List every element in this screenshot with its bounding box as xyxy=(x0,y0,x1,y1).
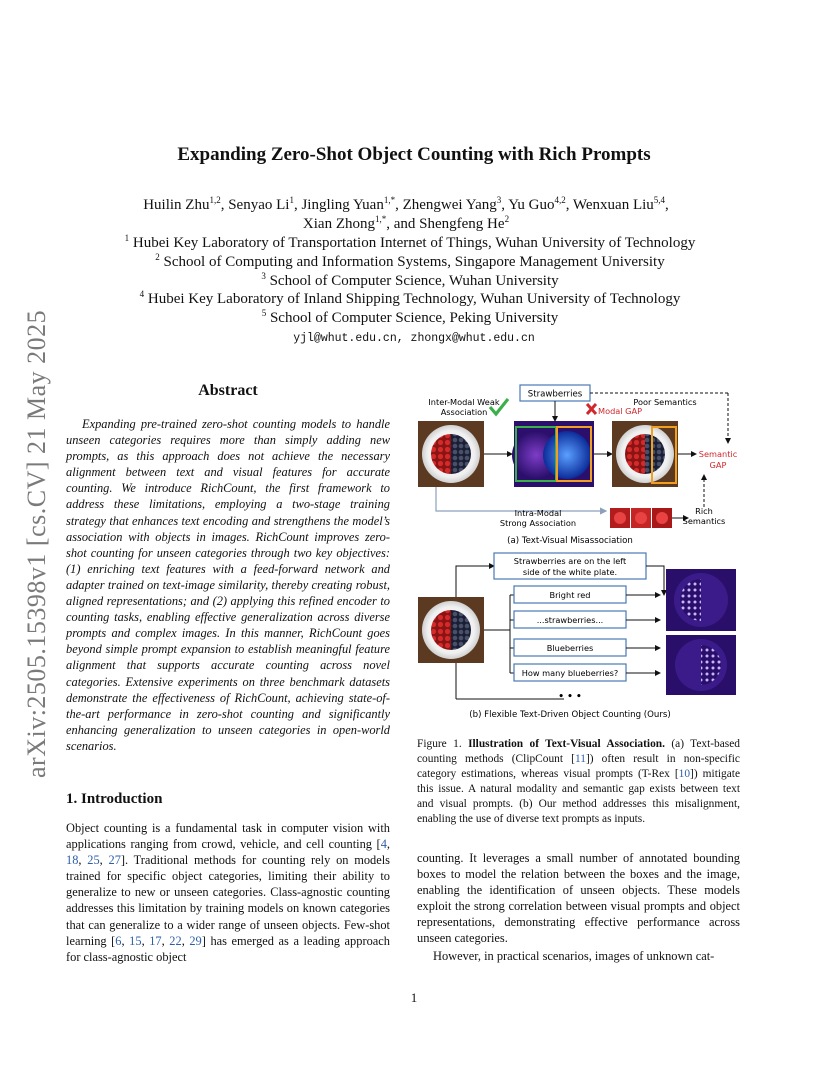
prompt-box-1 xyxy=(494,553,646,579)
introduction-heading: 1. Introduction xyxy=(66,791,163,807)
prompt-box-5 xyxy=(514,664,626,681)
citation-link[interactable]: 22 xyxy=(169,933,182,948)
abstract-heading: Abstract xyxy=(198,382,258,399)
citation-link[interactable]: 6 xyxy=(115,933,122,948)
arrow xyxy=(456,566,494,597)
intra-modal-label-2: Strong Association xyxy=(499,518,577,528)
right-column-paragraph-1: counting. It leverages a small number of annotated bounding boxes to model the relation between the boxes and the image, enabling the identification of unseen objects. These models exploit the strong correlation between visual prompts and object representations, demonstrating effective performance across unseen categories. xyxy=(417,851,740,946)
poor-semantics-label: Poor Semantics xyxy=(633,397,697,407)
cross-icon xyxy=(587,404,596,414)
ellipsis-dots: • • • xyxy=(558,692,582,702)
strawberry-crops-image xyxy=(610,508,672,528)
svg-text:Blueberries: Blueberries xyxy=(546,643,594,653)
affiliation-2: $^2$ School of Computing and Information Systems, Singapore Management University xyxy=(155,252,665,270)
rich-semantics-label-2: Semantics xyxy=(682,516,726,526)
author-list xyxy=(96,196,716,234)
citation-link[interactable]: 15 xyxy=(129,933,142,948)
density-map-image xyxy=(512,421,594,487)
affiliation-1: $^1$ Hubei Key Laboratory of Transportation Internet of Things, Wuhan University of Technology xyxy=(124,233,696,251)
introduction-paragraph: Object counting is a fundamental task in computer vision with applications ranging from crowd, vehicle, and cell counting [4, 18, 25, 27]. Traditional methods for counting rely on models trained for specific object categories, limiting their ability to generalize to new or unseen categories. Class-agnostic counting addresses this limitation by training models on known categories that can generalize to a wider range of unseen objects. Few-shot learning [6, 15, 17, 22, 29] has emerged as a leading approach for class-agnostic object xyxy=(66,821,391,964)
prompt-box-2 xyxy=(514,586,626,603)
citation-link[interactable]: 17 xyxy=(149,933,162,948)
arxiv-identifier: arXiv:2505.15398v1 [cs.CV] 21 May 2025 xyxy=(22,309,51,778)
prompt-box-3 xyxy=(514,611,626,628)
affiliation-4: $^4$ Hubei Key Laboratory of Inland Shipping Technology, Wuhan University of Technology xyxy=(139,289,681,307)
fruit-plate-image-1 xyxy=(418,421,484,487)
citation-link[interactable]: 27 xyxy=(108,853,121,868)
strawberries-label: Strawberries xyxy=(527,389,583,400)
citation-link[interactable]: 4 xyxy=(380,837,387,852)
output-density-map-bottom xyxy=(666,635,736,695)
output-density-map-top xyxy=(666,569,736,631)
arrow xyxy=(646,566,664,595)
fruit-plate-image-2 xyxy=(612,421,678,487)
prompt-box-4 xyxy=(514,639,626,656)
right-column-paragraph-2: However, in practical scenarios, images of unknown cat- xyxy=(433,949,715,963)
svg-text:side of the white plate.: side of the white plate. xyxy=(522,567,618,577)
rich-semantics-label-1: Rich xyxy=(695,506,713,516)
subfigure-b-caption: (b) Flexible Text-Driven Object Counting (Ours) xyxy=(469,710,671,720)
figure-1 xyxy=(416,383,740,723)
abstract-text: Expanding pre-trained zero-shot counting models to handle unseen categories requires more than simply adding new prompts, as this approach does not achieve the necessary alignment between text and visual features for accurate counting. We introduce RichCount, the first framework to address these limitations, employing a two-stage training strategy that enhances text encoding and strengthens the model’s association with objects in images. RichCount improves zero-shot counting for unseen categories through two key objectives: (1) enriching text features with a feed-forward network and adapter trained on text-image similarity, thereby creating robust, aligned representations; and (2) applying this refined encoder to counting tasks, enabling effective generalization across diverse prompts and complex images. In this manner, RichCount goes beyond simple prompt expansion to establish meaningful feature alignment that supports accurate counting across novel categories. Extensive experiments on three benchmark datasets demonstrate the effectiveness of RichCount, achieving state-of-the-art performance in zero-shot counting and significantly enhancing generalization to unseen categories in open-world scenarios. xyxy=(66,417,390,753)
svg-text:How many blueberries?: How many blueberries? xyxy=(521,668,619,678)
page-number: 1 xyxy=(410,990,418,1005)
citation-link[interactable]: 10 xyxy=(678,767,691,780)
subfigure-a-caption: (a) Text-Visual Misassociation xyxy=(507,536,633,546)
paper-title: Expanding Zero-Shot Object Counting with Rich Prompts xyxy=(177,144,651,165)
svg-text:Strawberries are on the left: Strawberries are on the left xyxy=(513,556,627,566)
citation-link[interactable]: 18 xyxy=(66,853,79,868)
modal-gap-label: Modal GAP xyxy=(598,406,643,416)
inter-modal-label-1: Inter-Modal Weak xyxy=(428,397,500,407)
author-line-1: Huilin Zhu$^{1,2}$, Senyao Li$^1$, Jingling Yuan$^{1,*}$, Zhengwei Yang$^3$, Yu Guo$^{4,2}$, Wenxuan Liu$^{5,4}$, xyxy=(143,195,669,213)
affiliation-3: $^3$ School of Computer Science, Wuhan University xyxy=(261,271,559,289)
citation-link[interactable]: 11 xyxy=(574,752,586,765)
svg-text:...strawberries...: ...strawberries... xyxy=(536,615,604,625)
inter-modal-label-2: Association xyxy=(440,407,488,417)
contact-email: yjl@whut.edu.cn, zhongx@whut.edu.cn xyxy=(293,332,535,345)
figure-1-caption: Figure 1. Illustration of Text-Visual Association. (a) Text-based counting methods (ClipCount [11]) often result in non-specific category estimations, whereas visual prompts (T-Rex [10]) mitigate this issue. A natural modality and semantic gap exists between text and visual prompts. (b) Our method addresses this misalignment, enabling the use of diverse text prompts as inputs. xyxy=(417,738,740,825)
citation-link[interactable]: 25 xyxy=(87,853,100,868)
svg-text:Bright red: Bright red xyxy=(549,590,591,600)
intra-modal-label-1: Intra-Modal xyxy=(514,508,562,518)
semantic-gap-label-2: GAP xyxy=(709,460,727,470)
affiliation-5: $^5$ School of Computer Science, Peking University xyxy=(261,308,559,326)
semantic-gap-label-1: Semantic xyxy=(698,449,738,459)
citation-link[interactable]: 29 xyxy=(189,933,202,948)
fruit-plate-image-3 xyxy=(418,597,484,663)
author-line-2: Xian Zhong$^{1,*}$, and Shengfeng He$^2$ xyxy=(302,214,510,232)
